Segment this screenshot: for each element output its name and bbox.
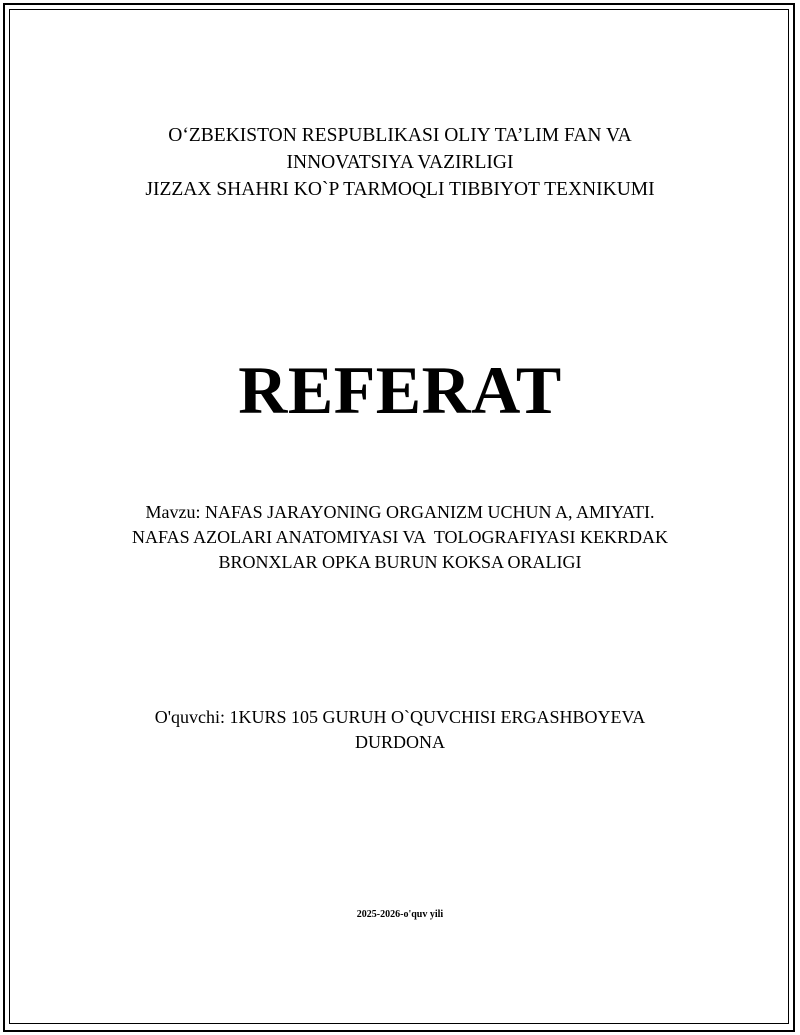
student-section: [0, 705, 800, 755]
student-line-1: O'quvchi: 1KURS 105 GURUH O`QUVCHISI ERGASHBOYEVA: [154, 707, 646, 727]
institution-header: [0, 122, 800, 203]
topic-section: [0, 500, 800, 575]
topic-line-1: Mavzu: NAFAS JARAYONING ORGANIZM UCHUN A, AMIYATI.: [145, 502, 655, 522]
header-line-3: JIZZAX SHAHRI KO`P TARMOQLI TIBBIYOT TEXNIKUMI: [145, 179, 655, 200]
document-title: REFERAT: [238, 352, 562, 428]
header-line-1: O‘ZBEKISTON RESPUBLIKASI OLIY TA’LIM FAN VA: [168, 125, 632, 146]
academic-year: 2025-2026-o'quv yili: [356, 909, 444, 920]
student-line-2: DURDONA: [355, 732, 445, 752]
header-line-2: INNOVATSIYA VAZIRLIGI: [286, 152, 514, 173]
topic-line-3: BRONXLAR OPKA BURUN KOKSA ORALIGI: [218, 552, 582, 572]
topic-line-2: NAFAS AZOLARI ANATOMIYASI VA TOLOGRAFIYASI KEKRDAK: [131, 527, 669, 547]
